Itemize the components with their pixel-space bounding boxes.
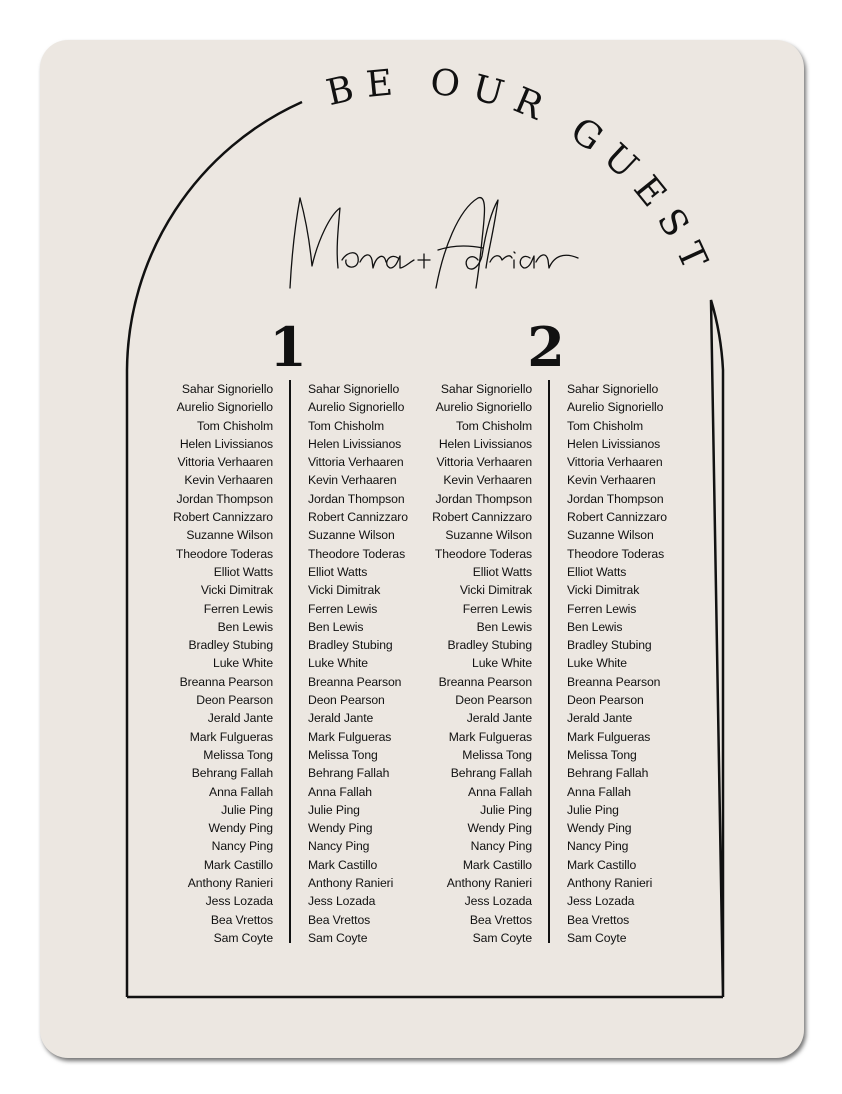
guest-name: Anna Fallah [209,784,273,799]
guest-name: Elliot Watts [567,564,627,579]
guest-name: Vittoria Verhaaren [177,455,273,470]
guest-name: Deon Pearson [196,693,273,708]
guest-name: Ferren Lewis [203,601,273,616]
guest-name: Ben Lewis [308,619,364,634]
guest-name: Anthony Ranieri [567,876,653,891]
guest-name: Kevin Verhaaren [567,473,656,488]
guest-name: Helen Livissianos [308,436,402,451]
guest-name: Nancy Ping [308,839,370,854]
guest-name: Aurelio Signoriello [308,400,405,415]
guest-name: Sam Coyte [472,930,532,945]
guest-name: Nancy Ping [470,839,532,854]
guest-name: Melissa Tong [462,747,532,762]
guest-name: Aurelio Signoriello [567,400,664,415]
guest-name: Anthony Ranieri [308,876,394,891]
guest-name: Tom Chisholm [196,418,273,433]
guest-name: Mark Fulgueras [448,729,532,744]
arc-heading: BE OUR GUEST [322,61,720,287]
guest-name: Jerald Jante [567,711,633,726]
table-1-guest-list-left [133,380,273,947]
guest-name: Sahar Signoriello [181,382,273,396]
guest-name: Behrang Fallah [450,766,532,781]
guest-name: Robert Cannizzaro [308,510,408,525]
guest-name: Breanna Pearson [179,674,273,689]
guest-name: Deon Pearson [567,693,644,708]
guest-name: Kevin Verhaaren [308,473,397,488]
guest-name: Melissa Tong [203,747,273,762]
guest-name: Jerald Jante [207,711,273,726]
guest-name: Vicki Dimitrak [308,583,381,598]
guest-name: Ben Lewis [217,619,273,634]
guest-name: Anna Fallah [308,784,372,799]
guest-name: Deon Pearson [455,693,532,708]
guest-name: Wendy Ping [308,821,373,836]
guest-name: Luke White [308,656,368,671]
guest-name: Jordan Thompson [567,491,664,506]
guest-name: Vittoria Verhaaren [567,455,663,470]
guest-name: Sahar Signoriello [567,382,659,396]
guest-name: Jordan Thompson [308,491,405,506]
guest-name: Breanna Pearson [438,674,532,689]
guest-name: Melissa Tong [308,747,378,762]
guest-name: Jerald Jante [308,711,374,726]
guest-name: Jess Lozada [205,894,273,909]
table-2-guest-list-right [567,380,707,947]
guest-name: Vittoria Verhaaren [308,455,404,470]
guest-name: Helen Livissianos [438,436,532,451]
guest-name: Bradley Stubing [447,638,532,653]
guest-name: Mark Castillo [567,857,637,872]
guest-name: Behrang Fallah [308,766,390,781]
guest-name: Sam Coyte [213,930,273,945]
guest-name: Vittoria Verhaaren [436,455,532,470]
guest-name: Wendy Ping [567,821,632,836]
guest-name: Behrang Fallah [567,766,649,781]
guest-name: Elliot Watts [213,564,273,579]
guest-name: Julie Ping [567,802,619,817]
guest-name: Melissa Tong [567,747,637,762]
guest-name: Tom Chisholm [567,418,644,433]
guest-name: Mark Fulgueras [567,729,651,744]
guest-name: Robert Cannizzaro [567,510,667,525]
guest-name: Ferren Lewis [567,601,637,616]
couple-names-script [278,190,598,300]
guest-name: Theodore Toderas [175,546,273,561]
guest-name: Suzanne Wilson [567,528,654,543]
guest-name: Bea Vrettos [469,912,532,927]
guest-name: Kevin Verhaaren [443,473,532,488]
guest-name: Suzanne Wilson [445,528,532,543]
guest-name: Wendy Ping [208,821,273,836]
guest-name: Julie Ping [480,802,532,817]
guest-name: Nancy Ping [211,839,273,854]
guest-name: Ferren Lewis [308,601,378,616]
guest-name: Kevin Verhaaren [184,473,273,488]
guest-name: Bea Vrettos [567,912,630,927]
guest-name: Bea Vrettos [210,912,273,927]
guest-name: Luke White [472,656,532,671]
guest-name: Robert Cannizzaro [432,510,532,525]
guest-name: Robert Cannizzaro [173,510,273,525]
guest-name: Ben Lewis [567,619,623,634]
guest-name: Jess Lozada [308,894,376,909]
guest-name: Vicki Dimitrak [459,583,532,598]
guest-name: Tom Chisholm [308,418,385,433]
table-2-guest-list-left [392,380,532,947]
guest-name: Bradley Stubing [188,638,273,653]
guest-name: Theodore Toderas [567,546,665,561]
guest-name: Anna Fallah [567,784,631,799]
guest-name: Sahar Signoriello [440,382,532,396]
guest-name: Suzanne Wilson [186,528,273,543]
guest-name: Mark Fulgueras [308,729,392,744]
guest-name: Vicki Dimitrak [567,583,640,598]
guest-name: Nancy Ping [567,839,629,854]
guest-name: Bea Vrettos [308,912,371,927]
guest-name: Anna Fallah [468,784,532,799]
guest-name: Breanna Pearson [567,674,661,689]
guest-name: Jordan Thompson [435,491,532,506]
guest-name: Julie Ping [308,802,360,817]
guest-name: Ferren Lewis [462,601,532,616]
guest-name: Anthony Ranieri [187,876,273,891]
guest-name: Helen Livissianos [567,436,661,451]
table-number-1: 1 [269,315,307,379]
guest-name: Jess Lozada [464,894,532,909]
guest-name: Elliot Watts [472,564,532,579]
guest-name: Anthony Ranieri [446,876,532,891]
guest-name: Mark Fulgueras [189,729,273,744]
guest-name: Sam Coyte [308,930,368,945]
guest-name: Breanna Pearson [308,674,402,689]
guest-name: Theodore Toderas [308,546,406,561]
guest-name: Mark Castillo [462,857,532,872]
guest-name: Wendy Ping [467,821,532,836]
guest-name: Aurelio Signoriello [435,400,532,415]
guest-name: Luke White [567,656,627,671]
guest-name: Suzanne Wilson [308,528,395,543]
guest-name: Luke White [213,656,273,671]
guest-name: Mark Castillo [203,857,273,872]
table-1-divider [289,380,291,943]
guest-name: Jordan Thompson [176,491,273,506]
guest-name: Mark Castillo [308,857,378,872]
guest-name: Ben Lewis [476,619,532,634]
guest-name: Elliot Watts [308,564,368,579]
guest-name: Julie Ping [221,802,273,817]
guest-name: Tom Chisholm [455,418,532,433]
guest-name: Vicki Dimitrak [200,583,273,598]
table-number-2: 2 [527,315,565,379]
guest-name: Deon Pearson [308,693,385,708]
guest-name: Jess Lozada [567,894,635,909]
guest-name: Theodore Toderas [434,546,532,561]
guest-name: Helen Livissianos [179,436,273,451]
guest-name: Bradley Stubing [308,638,393,653]
guest-name: Bradley Stubing [567,638,652,653]
guest-name: Sahar Signoriello [308,382,400,396]
guest-name: Aurelio Signoriello [176,400,273,415]
table-2-divider [548,380,550,943]
guest-name: Jerald Jante [466,711,532,726]
guest-name: Behrang Fallah [191,766,273,781]
guest-name: Sam Coyte [567,930,627,945]
